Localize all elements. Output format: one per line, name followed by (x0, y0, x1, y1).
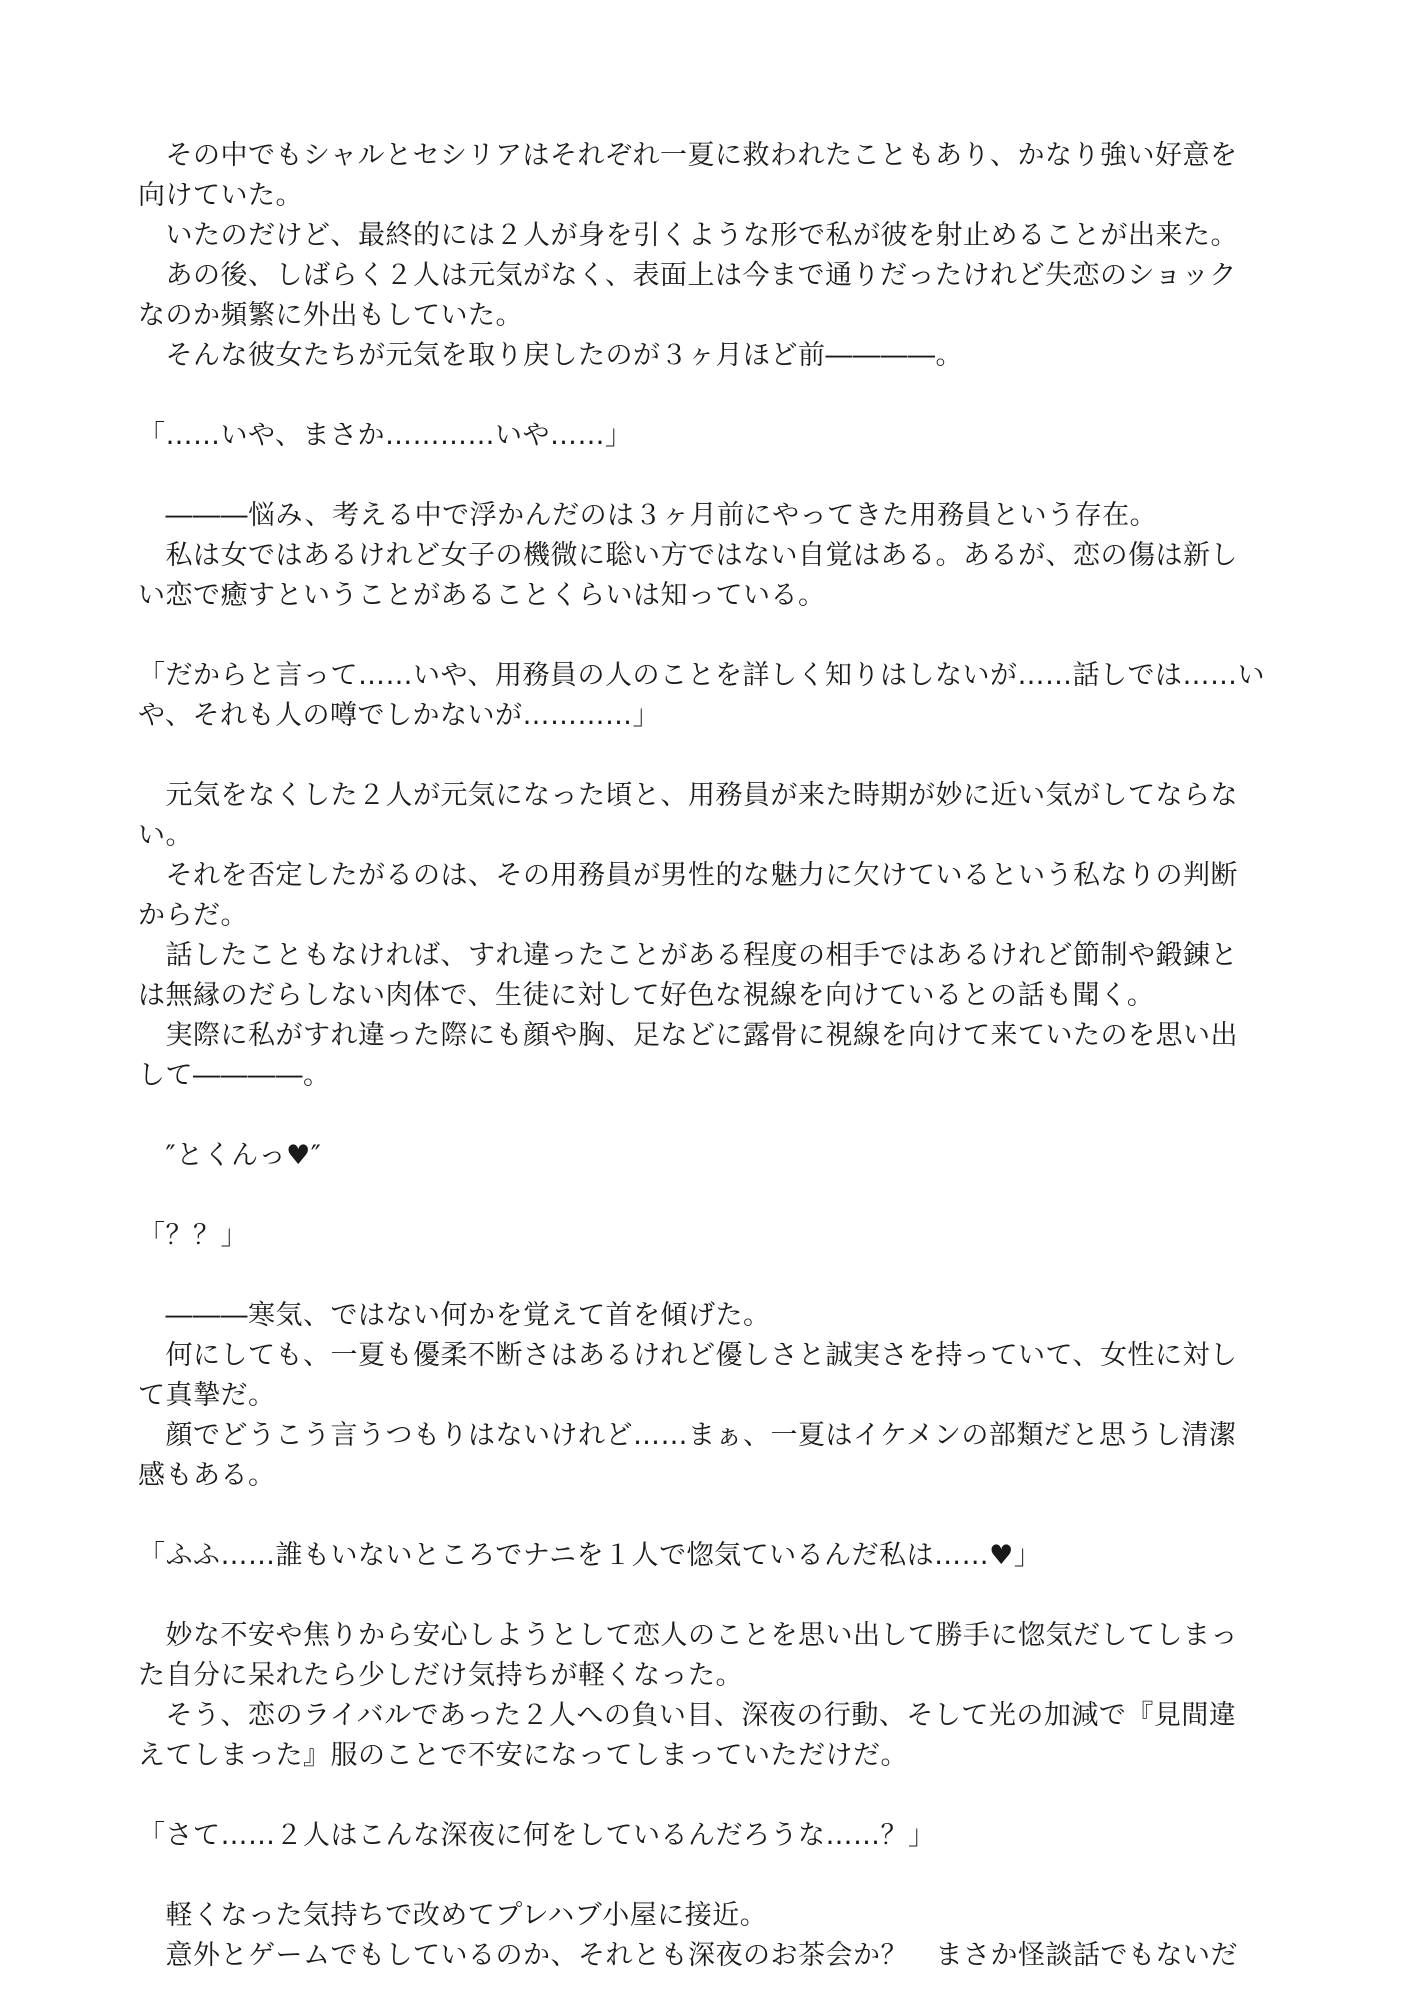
text-line: その中でもシャルとセシリアはそれぞれ一夏に救われたこともあり、かなり強い好意を (138, 140, 1238, 171)
paragraph-gap (138, 1576, 1278, 1616)
text-line: あの後、しばらく２人は元気がなく、表面上は今まで通りだったけれど失恋のショック (138, 260, 1237, 291)
paragraph-gap (138, 376, 1278, 416)
text-line: そんな彼女たちが元気を取り戻したのが３ヶ月ほど前――――。 (138, 340, 963, 371)
text-line: や、それも人の噂でしかないが…………」 (138, 700, 660, 731)
dialogue (138, 1216, 1278, 1256)
text-line: 話したこともなければ、すれ違ったことがある程度の相手ではあるけれど節制や鍛錬と (138, 940, 1238, 971)
paragraph-gap (138, 1176, 1278, 1216)
text-line: 実際に私がすれ違った際にも顔や胸、足などに露骨に視線を向けて来ていたのを思い出 (138, 1020, 1238, 1051)
dialogue (138, 656, 1278, 736)
text-line: 元気をなくした２人が元気になった頃と、用務員が来た時期が妙に近い気がしてならな (138, 780, 1238, 811)
text-line: は無縁のだらしない肉体で、生徒に対して好色な視線を向けているとの話も聞く。 (138, 980, 1155, 1011)
text-line: して――――。 (138, 1060, 331, 1091)
text-line: ―――悩み、考える中で浮かんだのは３ヶ月前にやってきた用務員という存在。 (138, 500, 1158, 531)
text-line: 「ふふ……誰もいないところでナニを１人で惚気ているんだ私は……♥」 (138, 1540, 1042, 1571)
text-line: て真摯だ。 (138, 1380, 276, 1411)
text-line: 意外とゲームでもしているのか、それとも深夜のお茶会か？ まさか怪談話でもないだ (138, 1940, 1238, 1971)
text-line: 「……いや、まさか…………いや……」 (138, 420, 633, 451)
paragraph (138, 1616, 1278, 1776)
paragraph (138, 136, 1278, 376)
paragraph-gap (138, 1776, 1278, 1816)
dialogue (138, 1816, 1278, 1856)
text-line: 妙な不安や焦りから安心しようとして恋人のことを思い出して勝手に惚気だしてしまっ (138, 1620, 1238, 1651)
text-line: それを否定したがるのは、その用務員が男性的な魅力に欠けているという私なりの判断 (138, 860, 1238, 891)
text-line: い恋で癒すということがあることくらいは知っている。 (138, 580, 826, 611)
document-page (138, 136, 1278, 1976)
text-line: なのか頻繁に外出もしていた。 (138, 300, 523, 331)
text-line: 何にしても、一夏も優柔不断さはあるけれど優しさと誠実さを持っていて、女性に対し (138, 1340, 1238, 1371)
paragraph-gap (138, 1496, 1278, 1536)
paragraph-gap (138, 1256, 1278, 1296)
paragraph (138, 776, 1278, 1096)
text-line: 感もある。 (138, 1460, 276, 1491)
paragraph-gap (138, 616, 1278, 656)
dialogue (138, 416, 1278, 456)
text-line: 軽くなった気持ちで改めてプレハブ小屋に接近。 (138, 1900, 768, 1931)
text-line: ″とくんっ♥″ (138, 1140, 322, 1171)
text-line: 「だからと言って……いや、用務員の人のことを詳しく知りはしないが……話しでは……い (138, 660, 1265, 691)
text-line: 「さて……２人はこんな深夜に何をしているんだろうな……？」 (138, 1820, 936, 1851)
paragraph-gap (138, 736, 1278, 776)
text-line: えてしまった』服のことで不安になってしまっていただけだ。 (138, 1740, 908, 1771)
paragraph (138, 1296, 1278, 1496)
text-line: 顔でどうこう言うつもりはないけれど……まぁ、一夏はイケメンの部類だと思うし清潔 (138, 1420, 1237, 1451)
text-line: た自分に呆れたら少しだけ気持ちが軽くなった。 (138, 1660, 743, 1691)
paragraph-gap (138, 456, 1278, 496)
text-line: ―――寒気、ではない何かを覚えて首を傾げた。 (138, 1300, 771, 1331)
text-line: 私は女ではあるけれど女子の機微に聡い方ではない自覚はある。あるが、恋の傷は新し (138, 540, 1238, 571)
text-line: そう、恋のライバルであった２人への負い目、深夜の行動、そして光の加減で『見間違 (138, 1700, 1237, 1731)
paragraph (138, 1896, 1278, 1976)
text-line: 「？？」 (138, 1220, 248, 1251)
dialogue (138, 1536, 1278, 1576)
paragraph (138, 496, 1278, 616)
paragraph-gap (138, 1096, 1278, 1136)
text-line: からだ。 (138, 900, 248, 931)
text-line: い。 (138, 820, 193, 851)
text-line: いたのだけど、最終的には２人が身を引くような形で私が彼を射止めることが出来た。 (138, 220, 1238, 251)
text-line: 向けていた。 (138, 180, 303, 211)
paragraph (138, 1136, 1278, 1176)
paragraph-gap (138, 1856, 1278, 1896)
